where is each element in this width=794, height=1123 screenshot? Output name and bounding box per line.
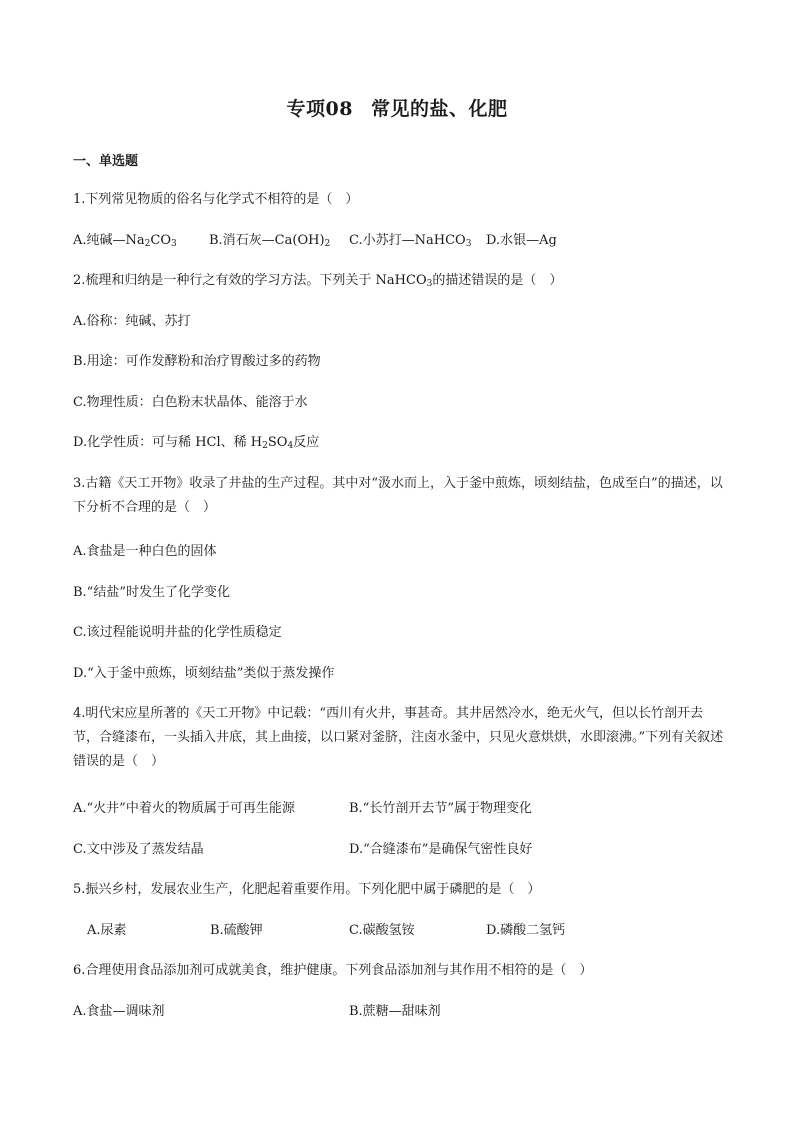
question-2-stem: 2.梳理和归纳是一种行之有效的学习方法。下列关于 NaHCO$_3$的描述错误的是（ ） <box>73 273 563 289</box>
question-2-option-b: B.用途：可作发酵粉和治疗胃酸过多的药物 <box>73 354 321 369</box>
question-5-option-b: B.硫酸钾 <box>210 923 263 938</box>
question-3-option-b: B.“结盐”时发生了化学变化 <box>73 585 230 600</box>
question-3-stem: 3.古籍《天工开物》收录了井盐的生产过程。其中对“汲水而上，入于釜中煎炼，顷刻结盐，色成至白”的描述，以下分析不合理的是（ ） <box>73 476 723 515</box>
title-prefix: 专项08 <box>286 98 353 120</box>
question-6-stem: 6.合理使用食品添加剂可成就美食，维护健康。下列食品添加剂与其作用不相符的是（ ） <box>73 963 593 978</box>
title-main: 常见的盐、化肥 <box>370 98 508 120</box>
question-4-option-c: C.文中涉及了蒸发结晶 <box>73 842 204 857</box>
question-4-stem: 4.明代宋应星所著的《天工开物》中记载：“西川有火井，事甚奇。其井居然冷水，绝无火气，但以长竹剖开去节，合缝漆布，一头插入井底，其上曲接，以口紧对釜脐，注卤水釜中，只见火意烘烘，水即滚沸。”下列有关叙述错误的是（ ） <box>73 706 724 769</box>
question-1-option-a: A.纯碱$—Na_2CO_3$ <box>73 233 177 249</box>
question-3-option-d: D.“入于釜中煎炼，顷刻结盐”类似于蒸发操作 <box>73 666 335 681</box>
question-5-option-c: C.碳酸氢铵 <box>349 923 415 938</box>
question-6-option-b: B.蔗糖—甜味剂 <box>349 1004 441 1019</box>
page-title <box>0 94 794 121</box>
question-1-stem: 1.下列常见物质的俗名与化学式不相符的是（ ） <box>73 192 359 207</box>
question-5-stem: 5.振兴乡村，发展农业生产，化肥起着重要作用。下列化肥中属于磷肥的是（ ） <box>73 882 541 897</box>
question-1-option-d: D.水银—Ag <box>486 233 557 248</box>
question-3-option-c: C.该过程能说明井盐的化学性质稳定 <box>73 625 282 640</box>
question-3-option-a: A.食盐是一种白色的固体 <box>73 544 217 559</box>
section-heading: 一、单选题 <box>73 154 139 169</box>
question-1-option-b: B.消石灰$—Ca(OH)_2$ <box>209 233 331 249</box>
question-6-option-a: A.食盐—调味剂 <box>73 1004 165 1019</box>
question-5-option-a: A.尿素 <box>87 923 127 938</box>
question-2-option-a: A.俗称：纯碱、苏打 <box>73 314 191 329</box>
question-2-option-c: C.物理性质：白色粉末状晶体、能溶于水 <box>73 395 308 410</box>
question-4-option-b: B.“长竹剖开去节”属于物理变化 <box>349 801 532 816</box>
question-4-option-d: D.“合缝漆布”是确保气密性良好 <box>349 842 533 857</box>
question-5-option-d: D.磷酸二氢钙 <box>486 923 566 938</box>
question-2-option-d: D.化学性质：可与稀 HCl、稀 $H_2SO_4$反应 <box>73 435 320 451</box>
question-4-option-a: A.“火井”中着火的物质属于可再生能源 <box>73 801 295 816</box>
question-1-option-c: C.小苏打—NaHCO$_3$ <box>349 233 472 249</box>
